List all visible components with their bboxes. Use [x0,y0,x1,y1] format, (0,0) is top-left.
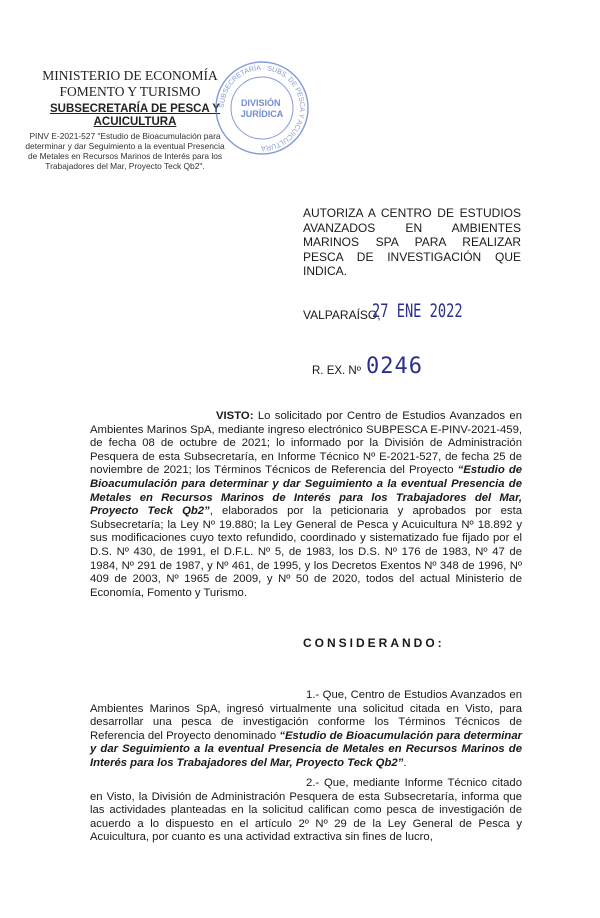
visto-label: VISTO: [216,410,254,422]
ministry-line-1: MINISTERIO DE ECONOMÍA [42,68,218,83]
visto-text-1: Lo solicitado por Centro de Estudios Avanzados en Ambientes Marinos SpA, mediante ingreso electrónico SUBPESCA E-PINV-2021-459, de fecha 08 de octubre de 2021; lo informado por la División de Administración Pesquera de esta Subsecretaría, en Informe Técnico Nº E-2021-527, de fecha 25 de noviembre de 2021; los Términos Técnicos de Referencia del Proyecto [90,410,522,477]
considerando-heading: CONSIDERANDO: [303,636,445,650]
place-label: VALPARAÍSO, [303,308,381,322]
c2-text: 2.- Que, mediante Informe Técnico citado en Visto, la División de Administración Pesquera de esta Subsecretaría, informa que las actividades planteadas en la solicitud califican como pesca de investigación de acuerdo a lo dispuesto en el artículo 2º Nº 29 de la Ley General de Pesca y Acuicultura, por cuanto es una actividad extractiva sin fines de lucro, [90,777,522,844]
visto-project-title: “Estudio de Bioacumulación para determinar y dar Seguimiento a la eventual Presencia de Metales en Recursos Marinos de Interés para los Trabajadores del Mar, Proyecto Teck Qb2” [90,464,522,518]
ministry-line-2: FOMENTO Y TURISMO [59,84,201,99]
visto-text-2: , elaborados por la peticionaria y aprobados por esta Subsecretaría; la Ley Nº 19.880; la Ley General de Pesca y Acuicultura Nº 18.892 y sus modificaciones cuyo texto refundido, coordinado y sistematizado fue fijado por el D.S. Nº 430, de 1991, el D.F.L. Nº 5, de 1983, los D.S. Nº 176 de 1983, Nº 47 de 1984, Nº 291 de 1987, y Nº 461, de 1995, y los Decretos Exentos Nº 348 de 1996, Nº 409 de 2003, Nº 1965 de 2009, y Nº 50 de 2020, todos del actual Ministerio de Economía, Fomento y Turismo. [90,505,522,599]
ministry-header [30,68,230,100]
considerando-1-paragraph [90,689,522,771]
subsecretaria-name: SUBSECRETARÍA DE PESCA Y ACUICULTURA [50,103,220,128]
c1-text-2: . [403,756,407,769]
rex-label: R. EX. Nº [312,365,361,377]
rex-number: 0246 [366,354,423,379]
resolution-title: AUTORIZA A CENTRO DE ESTUDIOS AVANZADOS EN AMBIENTES MARINOS SPA PARA REALIZAR PESCA DE INVESTIGACIÓN QUE INDICA. [303,206,521,278]
c1-project-title: “Estudio de Bioacumulación para determinar y dar Seguimiento a la eventual Presencia de Metales en Recursos Marinos de Interés para los Trabajadores del Mar, Proyecto Teck Qb2” [90,729,522,769]
visto-paragraph [90,410,522,600]
document-reference: PINV E-2021-527 "Estudio de Bioacumulación para determinar y dar Seguimiento a la eventual Presencia de Metales en Recursos Marinos de Interés para los Trabajadores del Mar, Proyecto Teck Qb2". [25,131,225,171]
considerando-2-paragraph [90,777,522,845]
stamp-ring-text: SUBSECRETARÍA · SUBS. DE PESCA Y ACUICULTURA [218,64,306,152]
c1-text-1: 1.- Que, Centro de Estudios Avanzados en Ambientes Marinos SpA, ingresó virtualmente una solicitud citada en Visto, para desarrollar una pesca de investigación conforme los Términos Técnicos de Referencia del Proyecto denominado [90,689,522,742]
stamped-date: 27 ENE 2022 [372,300,463,322]
division-juridica-stamp [212,58,312,158]
stamp-text: DIVISIÓN JURÍDICA [240,98,284,119]
